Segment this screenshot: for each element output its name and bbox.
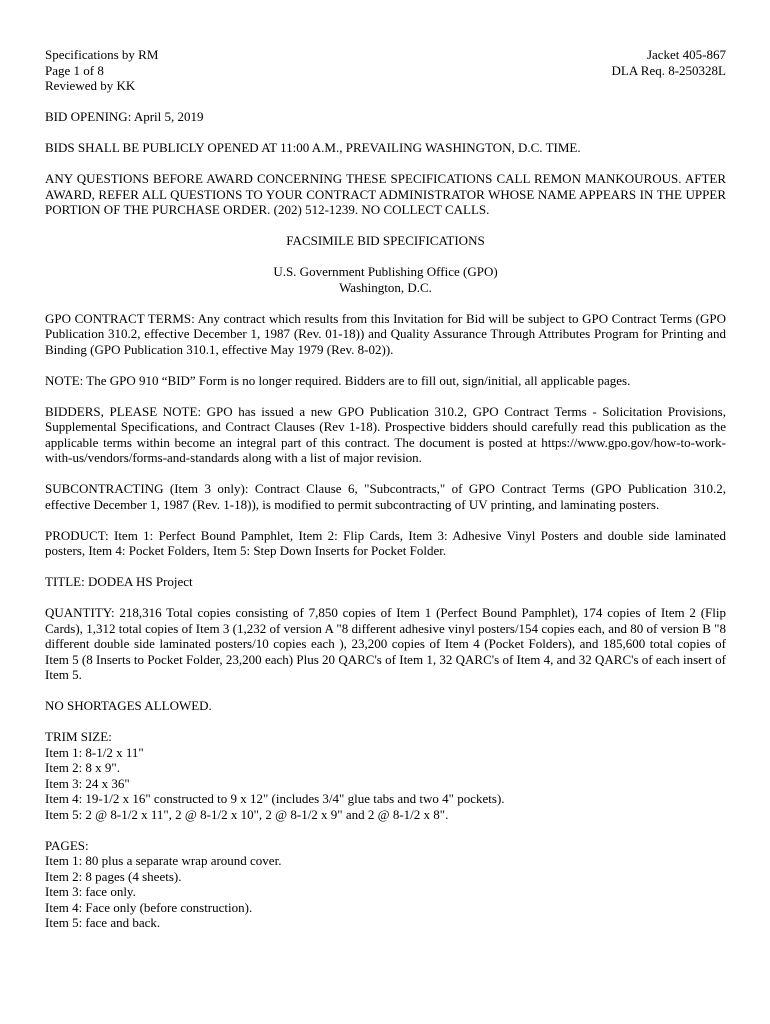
jacket-number: Jacket 405-867 bbox=[646, 47, 726, 62]
pages-section bbox=[45, 838, 726, 931]
gpo-city: Washington, D.C. bbox=[339, 279, 432, 295]
pages-item: Item 1: 80 plus a separate wrap around cover. bbox=[45, 853, 282, 868]
trim-size-item: Item 2: 8 x 9". bbox=[45, 760, 120, 775]
trim-size-item: Item 3: 24 x 36" bbox=[45, 775, 130, 791]
note-910-form: NOTE: The GPO 910 “BID” Form is no longer required. Bidders are to fill out, sign/initial, all applicable pages. bbox=[45, 372, 631, 388]
pages-heading: PAGES: bbox=[45, 837, 89, 853]
trim-size-heading: TRIM SIZE: bbox=[45, 729, 112, 744]
gpo-name: U.S. Government Publishing Office (GPO) bbox=[273, 264, 498, 279]
trim-size-item: Item 4: 19-1/2 x 16" constructed to 9 x 12" (includes 3/4" glue tabs and two 4" pockets). bbox=[45, 791, 505, 806]
trim-size-item: Item 1: 8-1/2 x 11" bbox=[45, 744, 144, 760]
product: PRODUCT: Item 1: Perfect Bound Pamphlet, Item 2: Flip Cards, Item 3: Adhesive Vinyl Posters and double side laminated posters, Item 4: Pocket Folders, Item 5: Step Down Inserts for Pocket Folder. bbox=[45, 527, 726, 558]
page-number: Page 1 of 8 bbox=[45, 62, 104, 78]
document-page bbox=[45, 47, 726, 931]
bids-public-opening: BIDS SHALL BE PUBLICLY OPENED AT 11:00 A.M., PREVAILING WASHINGTON, D.C. TIME. bbox=[45, 140, 581, 155]
quantity: QUANTITY: 218,316 Total copies consisting of 7,850 copies of Item 1 (Perfect Bound Pamphlet), 174 copies of Item 2 (Flip Cards), 1,312 total copies of Item 3 (1,232 of version A "8 different adhesive vinyl posters/154 copies each, and 80 of version B "8 different double side laminated posters/10 copies each ), 23,200 copies of Item 4 (Pocket Folders), and 185,600 total copies of Item 5 (8 Inserts to Pocket Folder, 23,200 each) Plus 20 QARC's of Item 1, 32 QARC's of Item 4, and 32 QARC's of each insert of Item 5. bbox=[45, 605, 726, 682]
no-shortages: NO SHORTAGES ALLOWED. bbox=[45, 698, 212, 713]
pages-item: Item 3: face only. bbox=[45, 884, 136, 899]
contract-terms: GPO CONTRACT TERMS: Any contract which results from this Invitation for Bid will be subject to GPO Contract Terms (GPO Publication 310.2, effective December 1, 1987 (Rev. 01-18)) and Quality Assurance Through Attributes Program for Printing and Binding (GPO Publication 310.1, effective May 1979 (Rev. 8-02)). bbox=[45, 310, 726, 357]
subcontracting: SUBCONTRACTING (Item 3 only): Contract Clause 6, "Subcontracts," of GPO Contract Terms (GPO Publication 310.2, effective December 1, 1987 (Rev. 1-18)), is modified to permit subcontracting of UV printing, and laminating posters. bbox=[45, 481, 726, 512]
questions-contact: ANY QUESTIONS BEFORE AWARD CONCERNING THESE SPECIFICATIONS CALL REMON MANKOUROUS. AFTER AWARD, REFER ALL QUESTIONS TO YOUR CONTRACT ADMINISTRATOR WHOSE NAME APPEARS IN THE UPPER PORTION OF THE PURCHASE ORDER. (202) 512-1239. NO COLLECT CALLS. bbox=[45, 171, 726, 217]
dla-requisition: DLA Req. 8-250328L bbox=[611, 62, 726, 78]
pages-item: Item 5: face and back. bbox=[45, 915, 161, 930]
spec-author: Specifications by RM bbox=[45, 47, 159, 62]
header-right bbox=[612, 47, 726, 94]
facsimile-title: FACSIMILE BID SPECIFICATIONS bbox=[286, 233, 485, 248]
pages-item: Item 2: 8 pages (4 sheets). bbox=[45, 868, 182, 884]
pages-item: Item 4: Face only (before construction). bbox=[45, 899, 253, 915]
bidders-note: BIDDERS, PLEASE NOTE: GPO has issued a new GPO Publication 310.2, GPO Contract Terms - Solicitation Provisions, Supplemental Specifications, and Contract Clauses (Rev 1-18). Prospective bidders should carefully read this publication as the applicable terms within become an integral part of this contract. The document is posted at https://www.gpo.gov/how-to-work-with-us/vendors/forms-and-standards along with a list of major revision. bbox=[45, 403, 726, 465]
document-header bbox=[45, 47, 726, 94]
trim-size-section bbox=[45, 729, 726, 822]
header-left bbox=[45, 47, 158, 94]
title: TITLE: DODEA HS Project bbox=[45, 574, 193, 589]
bid-opening: BID OPENING: April 5, 2019 bbox=[45, 109, 204, 124]
reviewer: Reviewed by KK bbox=[45, 78, 136, 93]
trim-size-item: Item 5: 2 @ 8-1/2 x 11", 2 @ 8-1/2 x 10", 2 @ 8-1/2 x 9" and 2 @ 8-1/2 x 8". bbox=[45, 806, 449, 822]
